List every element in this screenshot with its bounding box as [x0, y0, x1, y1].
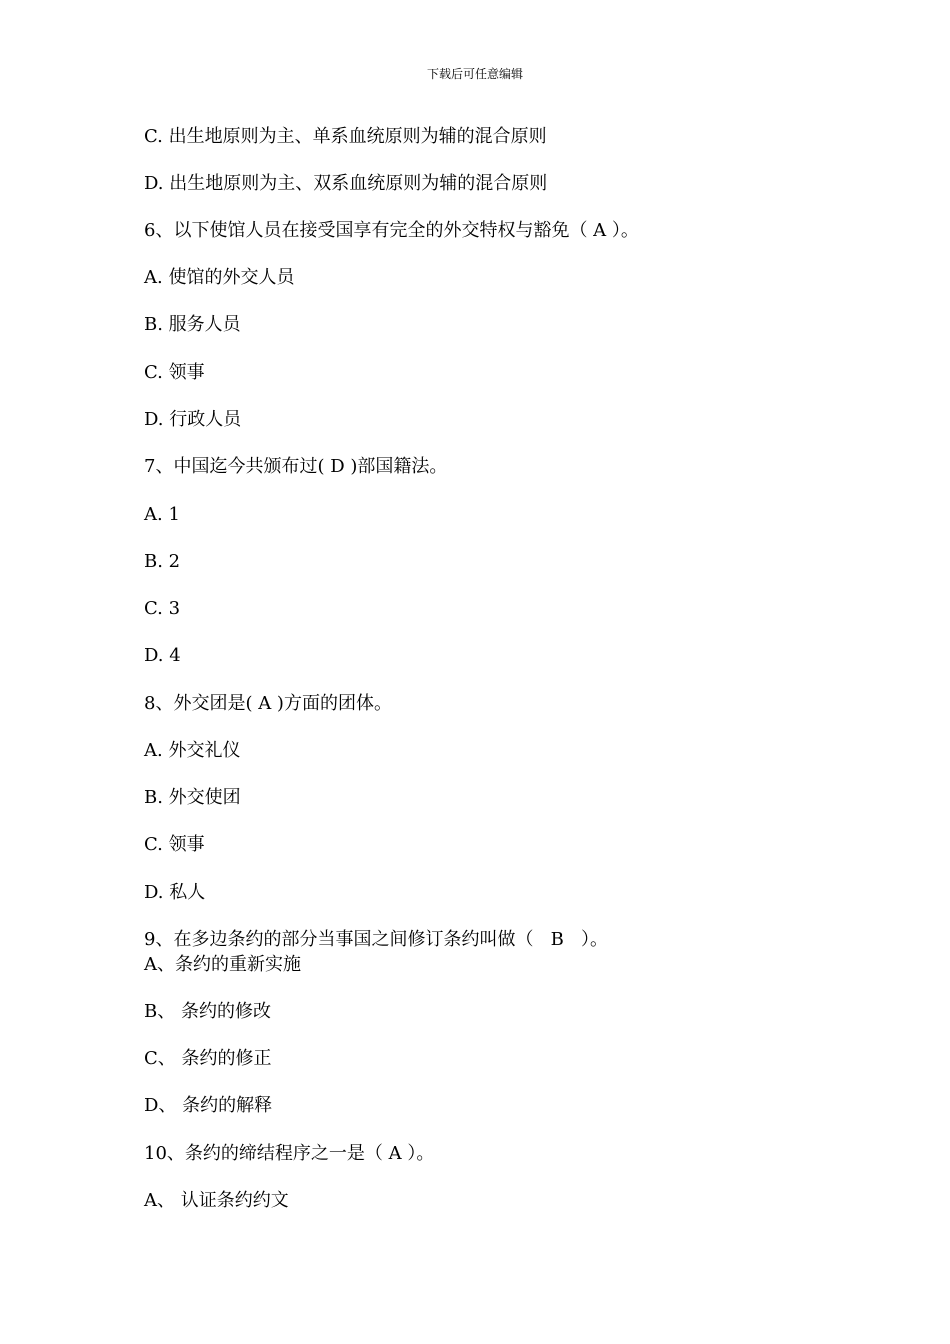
option-d-q6: D. 行政人员: [144, 409, 242, 430]
option-d-q9: D、 条约的解释: [144, 1095, 273, 1116]
option-b-q9: B、 条约的修改: [144, 1001, 271, 1022]
option-d-q8: D. 私人: [144, 882, 206, 903]
option-a-q6: A. 使馆的外交人员: [144, 267, 295, 288]
page-header: 下载后可任意编辑: [426, 67, 523, 81]
question-9: 9、在多边条约的部分当事国之间修订条约叫做（ B ）。: [144, 929, 609, 950]
question-8: 8、外交团是( A )方面的团体。: [144, 693, 392, 714]
option-a-q7: A. 1: [144, 504, 180, 525]
option-d-q5: D. 出生地原则为主、双系血统原则为辅的混合原则: [144, 173, 548, 194]
option-b-q8: B. 外交使团: [144, 787, 241, 808]
option-c-q7: C. 3: [144, 598, 181, 619]
option-b-q6: B. 服务人员: [144, 314, 241, 335]
question-10: 10、条约的缔结程序之一是（ A ）。: [144, 1143, 435, 1164]
option-a-q10: A、 认证条约约文: [144, 1190, 289, 1211]
option-c-q6: C. 领事: [144, 362, 205, 383]
option-c-q9: C、 条约的修正: [144, 1048, 272, 1069]
option-a-q9: A、条约的重新实施: [144, 954, 301, 975]
question-6: 6、以下使馆人员在接受国享有完全的外交特权与豁免（ A ）。: [144, 220, 639, 241]
option-d-q7: D. 4: [144, 645, 181, 666]
option-b-q7: B. 2: [144, 551, 181, 572]
question-7: 7、中国迄今共颁布过( D )部国籍法。: [144, 456, 448, 477]
option-a-q8: A. 外交礼仪: [144, 740, 241, 761]
option-c-q5: C. 出生地原则为主、单系血统原则为辅的混合原则: [144, 126, 547, 147]
option-c-q8: C. 领事: [144, 834, 205, 855]
